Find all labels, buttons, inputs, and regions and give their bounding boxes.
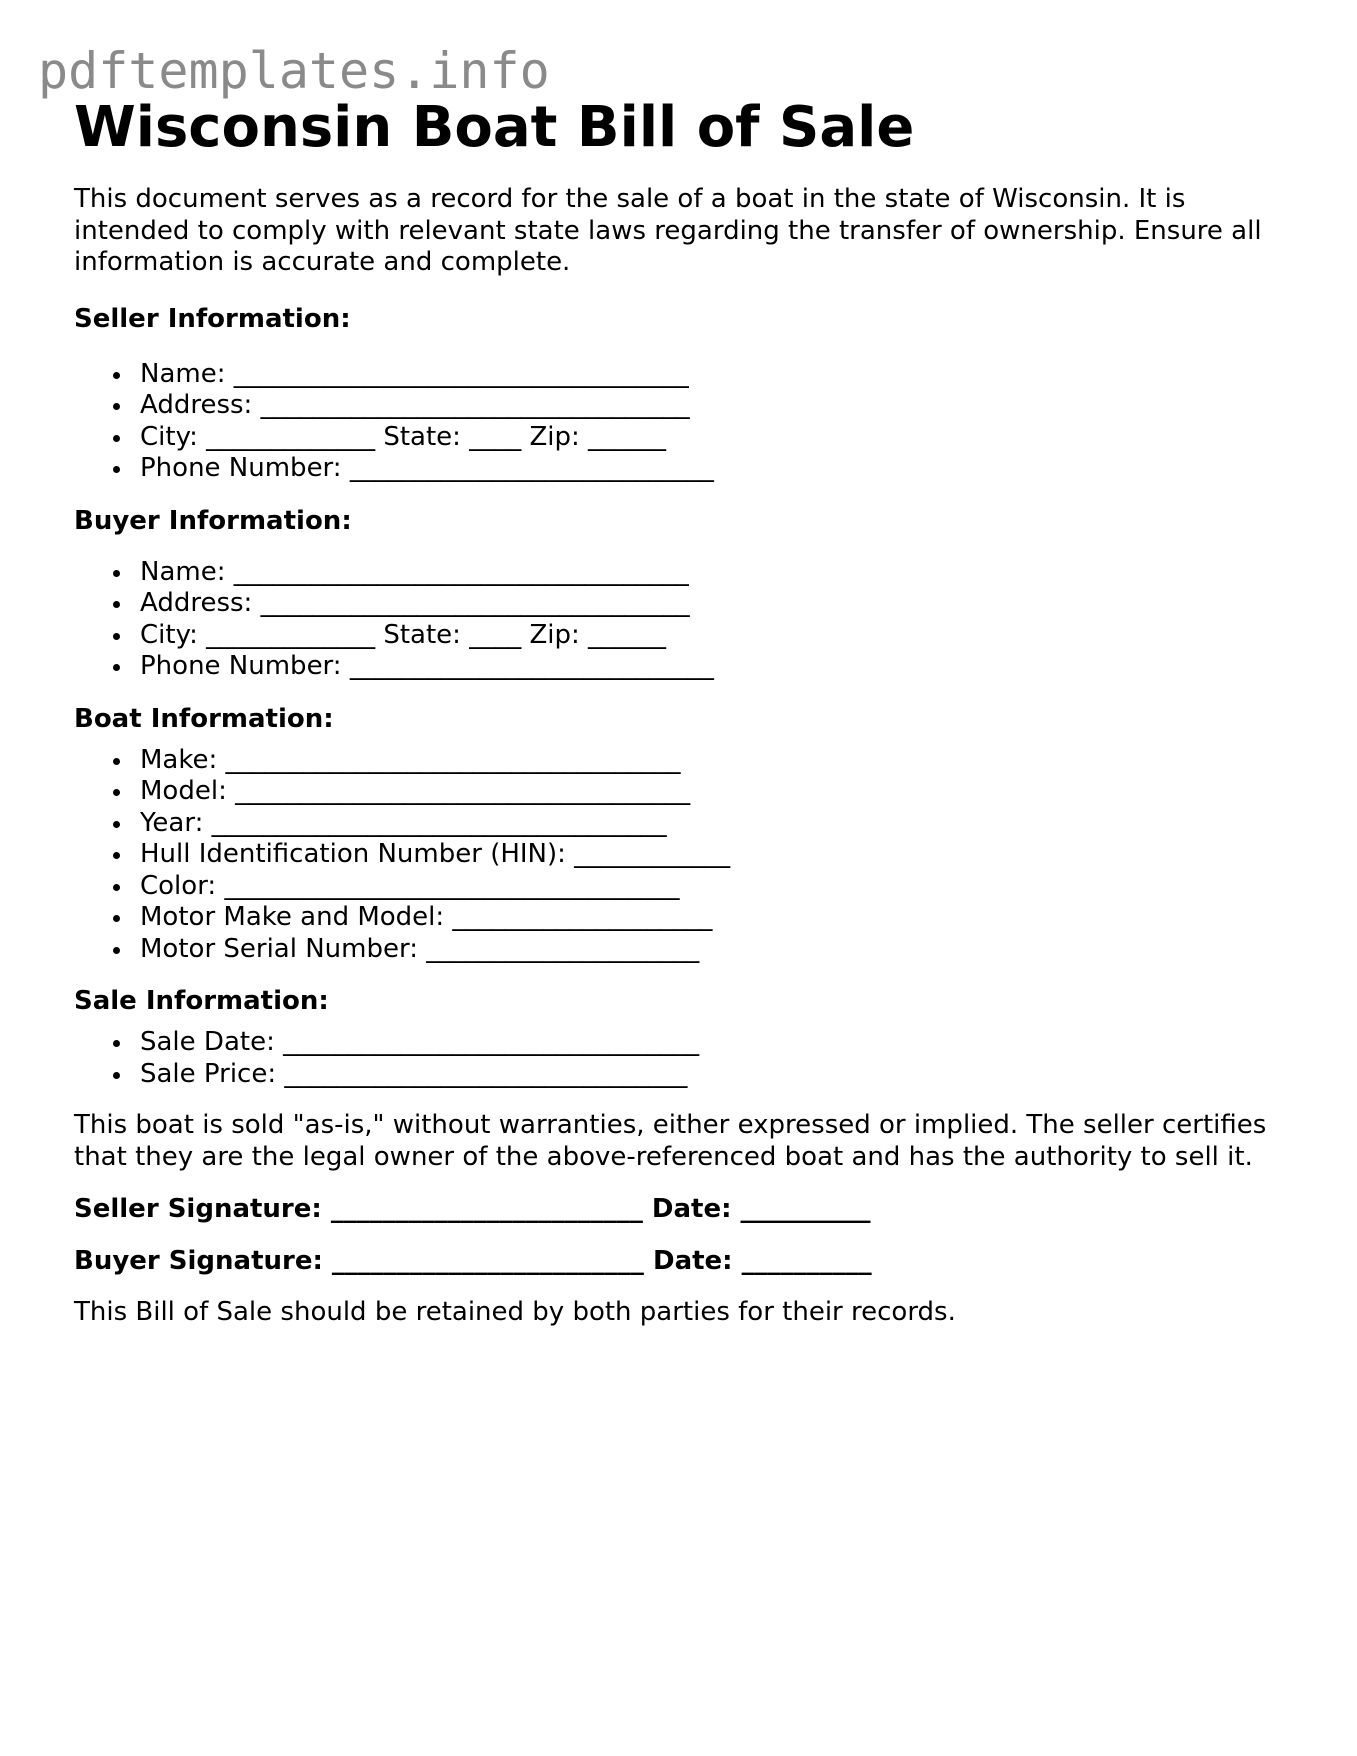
seller-information-heading: Seller Information: (74, 303, 351, 334)
seller-name-field[interactable]: Name: ___________________________________ (140, 359, 1284, 391)
boat-make-field[interactable]: Make: ___________________________________ (140, 745, 1284, 777)
page-title: Wisconsin Boat Bill of Sale (74, 95, 915, 160)
boat-information-list (74, 745, 1284, 966)
seller-address-field[interactable]: Address: _________________________________ (140, 390, 1284, 422)
motor-make-model-field[interactable]: Motor Make and Model: ____________________ (140, 902, 1284, 934)
buyer-city-state-zip-field[interactable]: City: _____________ State: ____ Zip: ______ (140, 620, 1284, 652)
buyer-signature-line[interactable]: Buyer Signature: ________________________ Date: __________ (74, 1246, 872, 1276)
buyer-address-field[interactable]: Address: _________________________________ (140, 588, 1284, 620)
sale-price-field[interactable]: Sale Price: _______________________________ (140, 1059, 1284, 1091)
sale-information-heading: Sale Information: (74, 986, 329, 1016)
closing-note: This Bill of Sale should be retained by both parties for their records. (74, 1297, 956, 1327)
buyer-name-field[interactable]: Name: ___________________________________ (140, 557, 1284, 589)
boat-information-heading: Boat Information: (74, 703, 334, 734)
buyer-phone-field[interactable]: Phone Number: ____________________________ (140, 651, 1284, 683)
seller-phone-field[interactable]: Phone Number: ____________________________ (140, 453, 1284, 485)
intro-paragraph: This document serves as a record for the sale of a boat in the state of Wisconsin. It is intended to comply with relevant state laws regarding the transfer of ownership. Ensure all information is accurate and complete. (74, 184, 1262, 277)
sale-information-list (74, 1027, 1284, 1090)
sale-date-field[interactable]: Sale Date: ________________________________ (140, 1027, 1284, 1059)
buyer-information-list (74, 557, 1284, 683)
watermark: pdftemplates.info (38, 42, 550, 100)
document-body (74, 92, 1284, 1329)
boat-year-field[interactable]: Year: ___________________________________ (140, 808, 1284, 840)
seller-city-state-zip-field[interactable]: City: _____________ State: ____ Zip: ______ (140, 422, 1284, 454)
seller-signature-line[interactable]: Seller Signature: ________________________ Date: __________ (74, 1194, 871, 1224)
as-is-disclaimer: This boat is sold "as-is," without warranties, either expressed or implied. The seller certifies that they are the legal owner of the above-referenced boat and has the authority to sell it. (74, 1110, 1267, 1172)
seller-information-list (74, 359, 1284, 485)
boat-hin-field[interactable]: Hull Identification Number (HIN): ____________ (140, 839, 1284, 871)
buyer-information-heading: Buyer Information: (74, 505, 352, 536)
motor-serial-number-field[interactable]: Motor Serial Number: _____________________ (140, 934, 1284, 966)
boat-model-field[interactable]: Model: ___________________________________ (140, 776, 1284, 808)
boat-color-field[interactable]: Color: ___________________________________ (140, 871, 1284, 903)
